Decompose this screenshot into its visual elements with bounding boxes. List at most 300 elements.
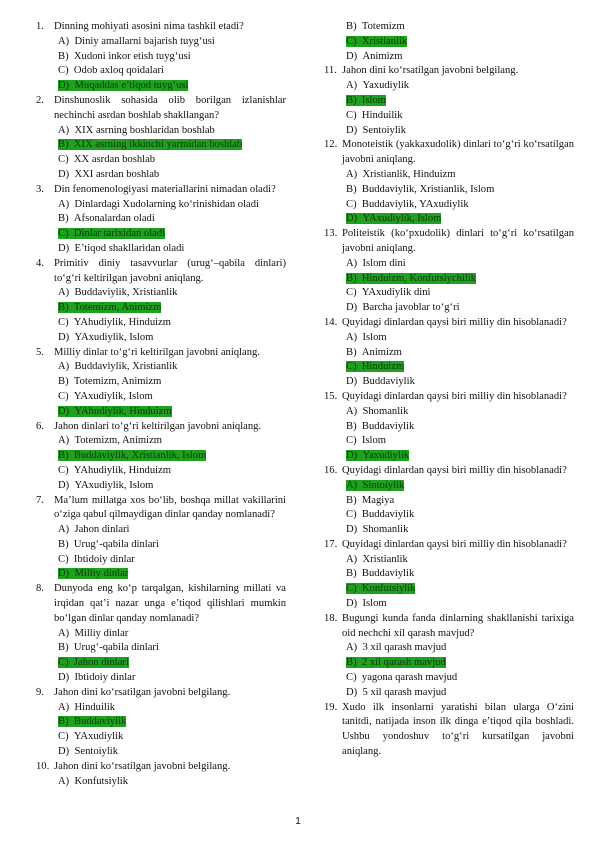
question-number: 6.	[36, 420, 44, 432]
answer-text-wrap	[346, 347, 402, 358]
answer-option	[346, 301, 574, 316]
answer-option	[58, 227, 286, 242]
option-label: C)	[346, 509, 357, 521]
option-text: 5 xil qarash mavjud	[362, 686, 447, 698]
answer-option	[58, 316, 286, 331]
answer-text-wrap	[346, 287, 430, 298]
option-text: YAxudiylik	[73, 731, 124, 743]
option-label: D)	[346, 450, 358, 462]
option-label: B)	[58, 302, 69, 314]
option-label: A)	[58, 627, 70, 639]
option-text: Yaxudiylik	[362, 80, 410, 92]
answer-text-wrap	[58, 51, 191, 62]
answer-option	[58, 198, 286, 213]
question-block	[324, 612, 574, 701]
answer-option	[58, 212, 286, 227]
answer-option	[346, 50, 574, 65]
answer-text-wrap	[346, 524, 408, 535]
answer-option	[58, 331, 286, 346]
answer-text-wrap	[58, 554, 135, 565]
answer-option	[346, 641, 574, 656]
question-text: Jahon dini ko‘rsatilgan javobni belgilang.	[54, 686, 231, 698]
answer-text-wrap	[58, 125, 215, 136]
option-text: 3 xil qarash mavjud	[362, 642, 447, 654]
question-text: Politeistik (ko‘pxudolik) dinlari to‘g‘ri ko‘rsatilgan javobni aniqlang.	[342, 228, 574, 254]
highlighted-answer	[58, 139, 242, 150]
option-text: Urug‘-qabila dinlari	[73, 642, 159, 654]
answer-text-wrap	[58, 169, 159, 180]
answer-option	[58, 567, 286, 582]
question-row	[324, 612, 574, 642]
highlighted-answer	[346, 273, 476, 284]
answer-option	[58, 538, 286, 553]
option-text: Xristianlik, Hinduizm	[362, 168, 456, 180]
option-label: B)	[346, 657, 357, 669]
option-label: B)	[58, 50, 69, 62]
question-row	[36, 760, 286, 775]
question-text: Monoteistik (yakkaxudolik) dinlari to‘g‘ri ko‘rsatilgan javobni aniqlang.	[342, 139, 574, 166]
option-label: D)	[58, 568, 70, 580]
answer-text-wrap	[346, 509, 414, 520]
answer-text-wrap	[346, 199, 469, 210]
option-label: A)	[346, 642, 358, 654]
right-column	[324, 20, 574, 760]
question-number: 7.	[36, 494, 44, 506]
answer-text-wrap	[346, 642, 446, 653]
answer-text-wrap	[346, 110, 403, 121]
question-text: Jahon dini ko‘rsatilgan javobni belgilang.	[342, 65, 519, 77]
question-text: Din fenomenologiyasi materiallarini nimadan oladi?	[54, 183, 276, 195]
option-label: B)	[58, 139, 69, 151]
answer-option	[346, 656, 574, 671]
option-label: A)	[58, 524, 70, 536]
page-number: 1	[295, 816, 301, 827]
option-text: Konfutsiylik	[361, 583, 416, 595]
option-text: Buddaviylik	[361, 509, 415, 521]
option-text: Jahon dinlari	[74, 524, 130, 536]
answer-option	[58, 153, 286, 168]
highlighted-answer	[346, 480, 404, 491]
option-text: Buddaviylik	[361, 568, 415, 580]
option-label: B)	[58, 538, 69, 550]
option-text: Hinduilik	[361, 109, 403, 121]
answer-text-wrap	[346, 302, 460, 313]
option-text: Diniy amallarni bajarish tuyg‘usi	[74, 35, 215, 47]
option-text: Buddaviylik	[73, 716, 127, 728]
option-label: B)	[58, 213, 69, 225]
answer-option	[346, 257, 574, 272]
answer-text-wrap	[58, 376, 161, 387]
option-label: D)	[346, 524, 358, 536]
answer-option	[346, 449, 574, 464]
option-text: Islom	[362, 331, 387, 343]
question-number: 16.	[324, 464, 338, 476]
option-label: A)	[58, 701, 70, 713]
answer-text-wrap	[346, 51, 403, 62]
answer-option	[346, 198, 574, 213]
option-text: Muqaddas e’tiqod tuyg‘usi	[74, 80, 189, 92]
highlighted-answer	[346, 361, 404, 372]
option-label: B)	[346, 272, 357, 284]
question-block	[324, 538, 574, 612]
highlighted-answer	[346, 95, 386, 106]
question-block	[36, 582, 286, 686]
question-number: 1.	[36, 21, 44, 32]
option-text: YAxudiylik dini	[361, 287, 431, 299]
answer-text-wrap	[58, 361, 177, 372]
option-text: Xristianlik	[361, 35, 408, 47]
option-label: C)	[346, 435, 357, 447]
option-label: D)	[346, 302, 358, 314]
option-label: B)	[346, 568, 357, 580]
answer-option	[58, 79, 286, 94]
question-block	[36, 183, 286, 257]
question-block	[324, 464, 574, 538]
option-label: B)	[346, 94, 357, 106]
option-text: Hinduizm, Konfutsiychilik	[361, 272, 477, 284]
option-text: Urug‘-qabila dinlari	[73, 538, 159, 550]
answer-option	[346, 523, 574, 538]
answer-option	[58, 434, 286, 449]
answer-text-wrap	[58, 154, 155, 165]
answer-text-wrap	[346, 495, 394, 506]
answer-option	[346, 212, 574, 227]
answer-option	[58, 35, 286, 50]
answer-option	[346, 508, 574, 523]
answer-option	[346, 553, 574, 568]
question-block	[324, 138, 574, 227]
option-label: C)	[346, 35, 357, 47]
answer-option	[346, 35, 574, 50]
question-row	[324, 464, 574, 479]
option-text: Konfutsiylik	[74, 775, 129, 787]
answer-option	[58, 671, 286, 686]
question-block	[36, 20, 286, 94]
question-text: Quyidagi dinlardan qaysi biri milliy din hisoblanadi?	[342, 538, 567, 550]
option-text: YAhudiylik, Hinduizm	[73, 316, 171, 328]
question-text: Ma’lum millatga xos bo‘lib, boshqa millat vakillarini o‘ziga qabul qilmaydigan dinlar qanday nomlanadi?	[54, 494, 286, 521]
answer-text-wrap	[346, 406, 408, 417]
option-text: Buddaviylik, YAxudiylik	[361, 198, 469, 210]
question-number: 15.	[324, 390, 338, 402]
question-block	[324, 316, 574, 390]
option-label: D)	[58, 405, 70, 417]
answer-option	[346, 346, 574, 361]
option-label: C)	[58, 316, 69, 328]
option-label: C)	[346, 198, 357, 210]
answer-text-wrap	[346, 435, 386, 446]
option-label: B)	[346, 494, 357, 506]
option-label: D)	[58, 746, 70, 758]
question-row	[36, 183, 286, 198]
answer-text-wrap	[58, 539, 159, 550]
option-text: Xudoni inkor etish tuyg‘usi	[73, 50, 191, 62]
answer-option	[58, 701, 286, 716]
option-text: Sentoiylik	[74, 746, 119, 758]
option-label: C)	[58, 731, 69, 743]
option-label: A)	[346, 168, 358, 180]
answer-text-wrap	[58, 36, 215, 47]
answer-option	[346, 567, 574, 582]
highlighted-answer	[58, 716, 126, 727]
answer-option	[346, 94, 574, 109]
answer-option	[346, 686, 574, 701]
question-row	[36, 494, 286, 524]
question-block	[324, 64, 574, 138]
option-text: Ibtidoiy dinlar	[74, 672, 136, 684]
highlighted-answer	[346, 583, 415, 594]
question-number: 8.	[36, 583, 44, 595]
answer-option	[346, 124, 574, 139]
answer-text-wrap	[346, 568, 414, 579]
highlighted-answer	[58, 302, 161, 313]
answer-option	[58, 138, 286, 153]
option-label: D)	[58, 331, 70, 343]
answer-option	[58, 301, 286, 316]
option-text: Hinduilik	[74, 701, 116, 713]
question-row	[36, 257, 286, 287]
option-label: C)	[346, 361, 357, 373]
answer-option	[346, 671, 574, 686]
question-row	[324, 538, 574, 553]
answer-text-wrap	[58, 524, 130, 535]
option-text: YAxudiylik, Islom	[362, 213, 442, 225]
option-text: Buddaviylik, Xristianlik	[74, 361, 178, 373]
highlighted-answer	[58, 406, 172, 417]
question-text: Xudo ilk insonlarni yaratishi bilan ularga O‘zini tanitdi, natijada inson ilk dinga e’tiqod qila boshladi. Ushbu yondoshuv to‘g‘ri kursatilgan javobni aniqlang.	[342, 701, 574, 758]
answer-text-wrap	[58, 199, 259, 210]
option-text: Animizm	[362, 50, 403, 62]
option-label: A)	[58, 287, 70, 299]
answer-option	[58, 641, 286, 656]
answer-option	[58, 360, 286, 375]
option-label: D)	[58, 242, 70, 254]
option-text: Buddaviylik	[362, 376, 415, 388]
option-label: B)	[58, 642, 69, 654]
question-number: 18.	[324, 612, 338, 624]
option-label: D)	[58, 168, 70, 180]
option-label: A)	[346, 257, 358, 269]
answer-option	[346, 434, 574, 449]
question-text: Jahon dinlari to‘g‘ri keltirilgan javobni aniqlang.	[54, 420, 262, 432]
question-block	[324, 20, 574, 64]
option-label: A)	[346, 479, 358, 491]
question-number: 13.	[324, 228, 338, 240]
option-label: B)	[58, 376, 69, 388]
option-label: A)	[58, 435, 70, 447]
answer-text-wrap	[346, 80, 409, 91]
option-text: Jahon dinlari	[73, 657, 129, 669]
option-label: B)	[346, 346, 357, 358]
question-block	[324, 390, 574, 464]
answer-text-wrap	[58, 213, 155, 224]
question-row	[324, 701, 574, 760]
option-text: Buddaviylik, Xristianlik	[74, 287, 178, 299]
question-text: Dinshunoslik sohasida olib borilgan izlanishlar nechinchi asrdan boshlab shakllangan?	[54, 94, 286, 121]
answer-text-wrap	[346, 672, 457, 683]
question-text: Jahon dini ko‘rsatilgan javobni belgilang.	[54, 760, 231, 772]
answer-option	[346, 375, 574, 390]
highlighted-answer	[58, 568, 128, 579]
answer-option	[346, 272, 574, 287]
option-text: Dinlar tarixidan oladi	[73, 228, 166, 240]
option-label: C)	[58, 464, 69, 476]
option-text: XXI asrdan boshlab	[74, 168, 160, 180]
option-text: YAhudiylik, Hinduizm	[73, 464, 171, 476]
answer-text-wrap	[58, 391, 153, 402]
left-column	[36, 20, 286, 789]
answer-option	[58, 715, 286, 730]
option-label: B)	[58, 716, 69, 728]
question-number: 17.	[324, 538, 338, 550]
option-text: Barcha javoblar to‘g‘ri	[362, 302, 460, 314]
option-text: Totemizm	[361, 21, 405, 32]
option-text: Ibtidoiy dinlar	[73, 553, 135, 565]
option-text: Totemizm, Animizm	[74, 435, 163, 447]
question-text: Quyidagi dinlardan qaysi biri milliy din hisoblanadi?	[342, 316, 567, 328]
answer-option	[346, 420, 574, 435]
answer-text-wrap	[58, 317, 171, 328]
answer-text-wrap	[346, 21, 405, 32]
question-row	[36, 20, 286, 35]
answer-option	[58, 64, 286, 79]
option-text: Totemizm, Animizm	[73, 302, 162, 314]
answer-text-wrap	[58, 746, 118, 757]
option-label: C)	[346, 109, 357, 121]
option-label: C)	[58, 553, 69, 565]
answer-option	[346, 168, 574, 183]
question-number: 4.	[36, 257, 44, 269]
answer-text-wrap	[346, 687, 446, 698]
option-label: D)	[58, 479, 70, 491]
answer-option	[346, 360, 574, 375]
answer-option	[58, 124, 286, 139]
option-text: Xristianlik	[362, 553, 408, 565]
answer-text-wrap	[58, 776, 128, 787]
option-label: B)	[346, 183, 357, 195]
option-text: Animizm	[361, 346, 402, 358]
option-label: C)	[58, 657, 69, 669]
answer-option	[58, 553, 286, 568]
option-text: Dinlardagi Xudolarning ko‘rinishidan oladi	[74, 198, 259, 210]
question-number: 12.	[324, 139, 338, 151]
question-block	[36, 760, 286, 790]
option-label: B)	[58, 450, 69, 462]
option-label: D)	[346, 598, 358, 610]
question-row	[324, 390, 574, 405]
answer-option	[346, 286, 574, 301]
answer-text-wrap	[58, 702, 115, 713]
highlighted-answer	[346, 36, 407, 47]
question-block	[36, 420, 286, 494]
question-block	[36, 257, 286, 346]
question-row	[36, 94, 286, 124]
question-block	[36, 94, 286, 183]
question-number: 5.	[36, 346, 44, 358]
answer-option	[346, 183, 574, 198]
answer-option	[346, 79, 574, 94]
option-text: Afsonalardan oladi	[73, 213, 155, 225]
option-text: Sentoiylik	[362, 124, 407, 136]
question-text: Primitiv diniy tasavvurlar (urug‘–qabila dinlari) to‘g‘ri keltirilgan javobni aniqlang.	[54, 257, 286, 284]
option-label: D)	[346, 376, 358, 388]
option-text: Shomanlik	[362, 405, 409, 417]
question-text: Dunyoda eng ko‘p tarqalgan, kishilarning millati va irqidan qat’i nazar unga e’tiqod qilishlari mumkin bo‘lgan dinlar qanday nomlanadi?	[54, 583, 286, 624]
option-label: C)	[58, 390, 69, 402]
question-number: 14.	[324, 316, 338, 328]
answer-option	[346, 582, 574, 597]
option-label: C)	[58, 154, 69, 166]
answer-text-wrap	[58, 65, 164, 76]
answer-option	[346, 109, 574, 124]
option-text: Islom	[361, 435, 387, 447]
answer-text-wrap	[58, 243, 184, 254]
question-number: 2.	[36, 94, 44, 106]
answer-text-wrap	[346, 125, 406, 136]
option-label: A)	[58, 198, 70, 210]
question-block	[324, 227, 574, 316]
answer-text-wrap	[58, 731, 123, 742]
option-text: XIX asrning ikkinchi yarmidan boshlab	[73, 139, 243, 151]
answer-option	[58, 168, 286, 183]
option-text: Shomanlik	[362, 524, 409, 536]
question-text: Bugungi kunda fanda dinlarning shakllanishi tarixiga oid nechchi xil qarash mavjud?	[342, 612, 574, 639]
answer-option	[58, 375, 286, 390]
option-text: XX asrdan boshlab	[73, 154, 156, 166]
answer-option	[58, 479, 286, 494]
question-row	[36, 346, 286, 361]
highlighted-answer	[58, 450, 206, 461]
option-label: D)	[58, 80, 70, 92]
answer-option	[346, 494, 574, 509]
answer-text-wrap	[346, 258, 406, 269]
question-row	[36, 420, 286, 435]
option-text: YAxudiylik, Islom	[74, 479, 154, 491]
option-text: Sintoiylik	[362, 479, 405, 491]
highlighted-answer	[58, 228, 165, 239]
answer-option	[58, 449, 286, 464]
question-block	[324, 701, 574, 760]
answer-text-wrap	[58, 332, 153, 343]
option-label: A)	[346, 553, 358, 565]
question-block	[36, 686, 286, 760]
answer-text-wrap	[58, 465, 171, 476]
question-number: 19.	[324, 701, 338, 713]
option-label: D)	[346, 213, 358, 225]
option-label: A)	[58, 361, 70, 373]
question-number: 9.	[36, 686, 44, 698]
answer-option	[58, 656, 286, 671]
option-label: B)	[346, 420, 357, 432]
question-row	[36, 686, 286, 701]
option-text: Buddaviylik	[361, 420, 415, 432]
option-label: A)	[346, 405, 358, 417]
question-row	[324, 138, 574, 168]
option-text: Magiya	[361, 494, 395, 506]
option-label: B)	[346, 21, 357, 32]
highlighted-answer	[346, 450, 409, 461]
option-text: XIX asrning boshlaridan boshlab	[74, 124, 215, 136]
answer-option	[58, 627, 286, 642]
answer-option	[58, 730, 286, 745]
answer-option	[58, 775, 286, 790]
option-label: A)	[58, 124, 70, 136]
answer-option	[58, 50, 286, 65]
answer-option	[58, 464, 286, 479]
answer-text-wrap	[58, 628, 128, 639]
option-text: Totemizm, Animizm	[73, 376, 162, 388]
highlighted-answer	[58, 80, 188, 91]
